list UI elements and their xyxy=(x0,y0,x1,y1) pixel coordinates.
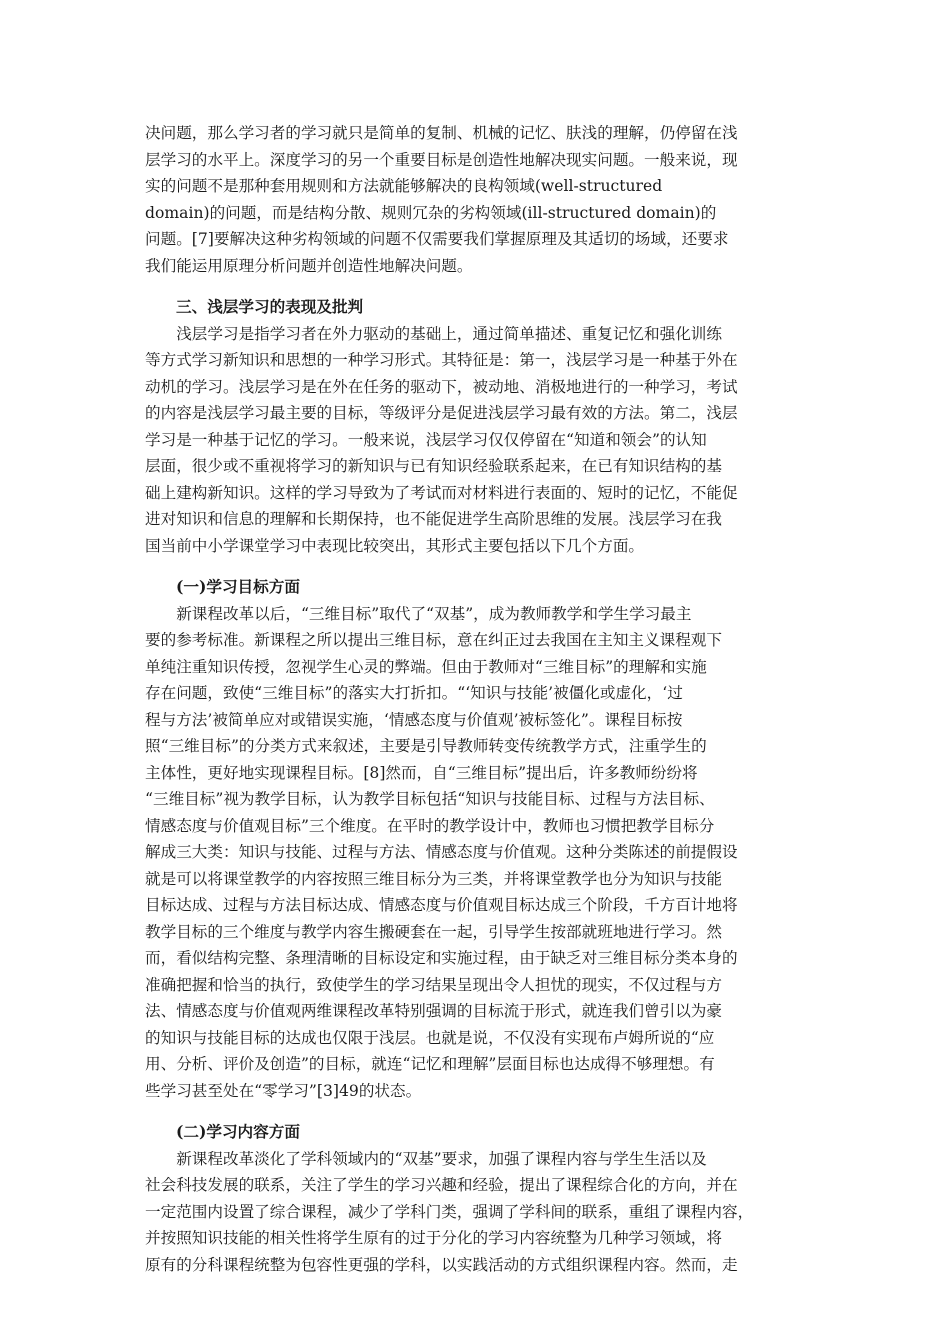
text-line: 新课程改革以后，“三维目标”取代了“双基”，成为教师教学和学生学习最主 xyxy=(176,604,692,623)
text-line: 问题。[7]要解决这种劣构领域的问题不仅需要我们掌握原理及其适切的场域，还要求 xyxy=(145,230,729,248)
text-line: 础上建构新知识。这样的学习导致为了考试而对材料进行表面的、短时的记忆，不能促 xyxy=(145,483,738,502)
text-line: 程与方法’被简单应对或错误实施，‘情感态度与价值观’被标签化”。课程目标按 xyxy=(145,710,683,729)
text-line: 新课程改革淡化了学科领域内的“双基”要求，加强了课程内容与学生生活以及 xyxy=(176,1149,707,1168)
text-line: 一定范围内设置了综合课程，减少了学科门类，强调了学科间的联系，重组了课程内容， xyxy=(145,1202,754,1221)
section-paragraph xyxy=(145,321,813,560)
text-line: 单纯注重知识传授，忽视学生心灵的弊端。但由于教师对“三维目标”的理解和实施 xyxy=(145,657,707,676)
text-line: 用、分析、评价及创造”的目标，就连“记忆和理解”层面目标也达成得不够理想。有 xyxy=(145,1055,715,1073)
text-line: 目标达成、过程与方法目标达成、情感态度与价值观目标达成三个阶段，千方百计地将 xyxy=(145,896,738,914)
section-heading: 三、浅层学习的表现及批判 xyxy=(176,297,364,316)
text-line: 解成三大类：知识与技能、过程与方法、情感态度与价值观。这种分类陈述的前提假设 xyxy=(145,843,738,861)
text-line: 原有的分科课程统整为包容性更强的学科，以实践活动的方式组织课程内容。然而，走 xyxy=(145,1255,738,1274)
text-line: 进对知识和信息的理解和长期保持，也不能促进学生高阶思维的发展。浅层学习在我 xyxy=(145,510,722,528)
text-line: 社会科技发展的联系，关注了学生的学习兴趣和经验，提出了课程综合化的方向，并在 xyxy=(145,1176,738,1194)
text-line: 决问题，那么学习者的学习就只是简单的复制、机械的记忆、肤浅的理解，仍停留在浅 xyxy=(145,124,738,142)
subsection-heading: (二)学习内容方面 xyxy=(176,1122,300,1141)
text-line: 些学习甚至处在“零学习”[3]49的状态。 xyxy=(145,1081,422,1100)
text-line: domain)的问题，而是结构分散、规则冗杂的劣构领域(ill-structured domain)的 xyxy=(145,203,717,222)
text-line: 国当前中小学课堂学习中表现比较突出，其形式主要包括以下几个方面。 xyxy=(145,536,645,555)
text-line: 就是可以将课堂教学的内容按照三维目标分为三类，并将课堂教学也分为知识与技能 xyxy=(145,869,722,888)
text-line: 我们能运用原理分析问题并创造性地解决问题。 xyxy=(145,256,473,275)
subsection-paragraph xyxy=(145,1146,813,1279)
text-line: 准确把握和恰当的执行，致使学生的学习结果呈现出令人担忧的现实，不仅过程与方 xyxy=(145,975,722,994)
text-line: 层学习的水平上。深度学习的另一个重要目标是创造性地解决现实问题。一般来说，现 xyxy=(145,150,738,169)
text-line: 学习是一种基于记忆的学习。一般来说，浅层学习仅仅停留在“知道和领会”的认知 xyxy=(145,430,707,449)
text-line: 存在问题，致使“三维目标”的落实大打折扣。“‘知识与技能’被僵化或虚化，‘过 xyxy=(145,684,683,702)
text-line: 并按照知识技能的相关性将学生原有的过于分化的学习内容统整为几种学习领域，将 xyxy=(145,1229,722,1247)
text-line: 层面，很少或不重视将学习的新知识与已有知识经验联系起来，在已有知识结构的基 xyxy=(145,457,722,475)
text-line: 的知识与技能目标的达成也仅限于浅层。也就是说，不仅没有实现布卢姆所说的“应 xyxy=(145,1028,715,1047)
text-line: 情感态度与价值观目标”三个维度。在平时的教学设计中，教师也习惯把教学目标分 xyxy=(145,816,715,835)
text-line: 的内容是浅层学习最主要的目标，等级评分是促进浅层学习最有效的方法。第二，浅层 xyxy=(145,404,738,422)
subsection-paragraph xyxy=(145,601,813,1105)
text-line: 照“三维目标”的分类方式来叙述，主要是引导教师转变传统教学方式，注重学生的 xyxy=(145,737,707,755)
text-line: 实的问题不是那种套用规则和方法就能够解决的良构领域(well-structured xyxy=(145,177,663,195)
text-line: 而，看似结构完整、条理清晰的目标设定和实施过程，由于缺乏对三维目标分类本身的 xyxy=(145,949,738,967)
text-line: 等方式学习新知识和思想的一种学习形式。其特征是：第一，浅层学习是一种基于外在 xyxy=(145,351,738,369)
text-line: 动机的学习。浅层学习是在外在任务的驱动下，被动地、消极地进行的一种学习，考试 xyxy=(145,377,738,396)
subsection-heading: (一)学习目标方面 xyxy=(176,577,300,596)
text-line: “三维目标”视为教学目标，认为教学目标包括“知识与技能目标、过程与方法目标、 xyxy=(145,790,715,808)
document-page xyxy=(145,120,813,1278)
text-line: 教学目标的三个维度与教学内容生搬硬套在一起，引导学生按部就班地进行学习。然 xyxy=(145,922,722,941)
text-line: 主体性，更好地实现课程目标。[8]然而，自“三维目标”提出后，许多教师纷纷将 xyxy=(145,763,698,782)
text-line: 法、情感态度与价值观两维课程改革特别强调的目标流于形式，就连我们曾引以为豪 xyxy=(145,1002,722,1020)
intro-paragraph xyxy=(145,120,813,279)
text-line: 要的参考标准。新课程之所以提出三维目标，意在纠正过去我国在主知主义课程观下 xyxy=(145,631,722,649)
text-line: 浅层学习是指学习者在外力驱动的基础上，通过简单描述、重复记忆和强化训练 xyxy=(176,324,722,343)
